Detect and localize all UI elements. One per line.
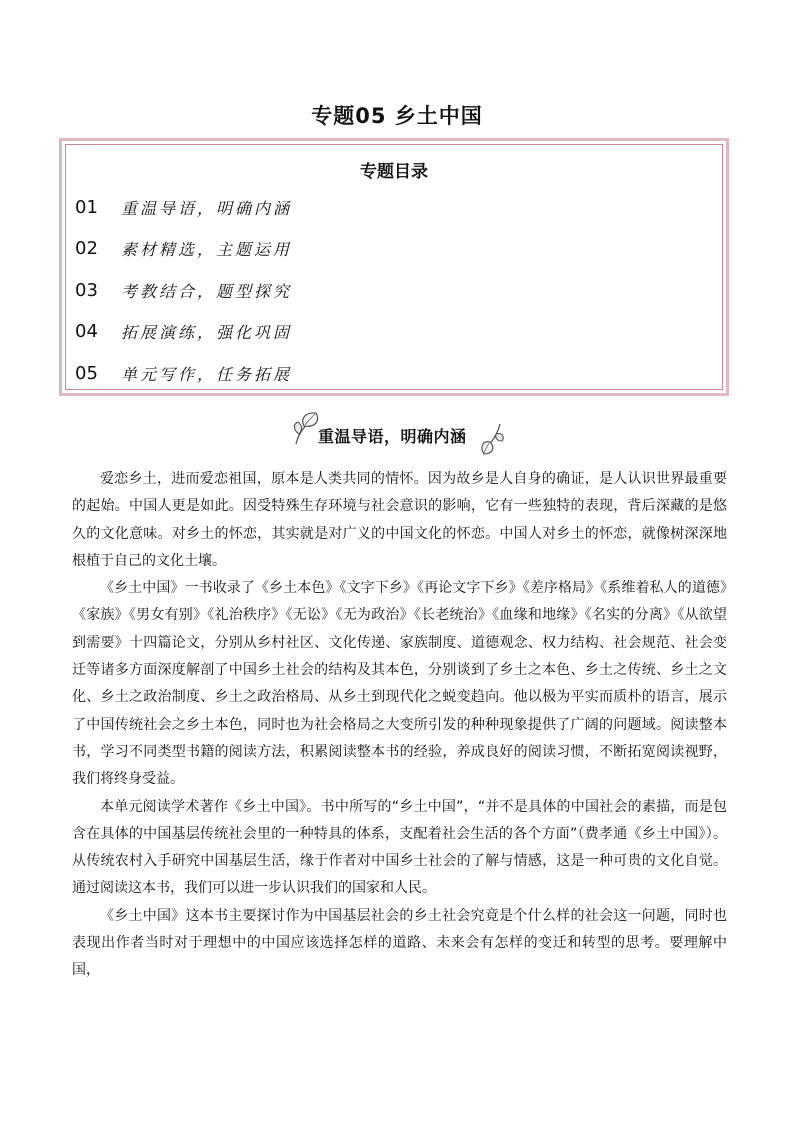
toc-heading: 专题目录 [360,162,428,182]
paragraph: 《乡土中国》这本书主要探讨作为中国基层社会的乡土社会究竟是个什么样的社会这一问题，同时也表现出作者当时对于理想中的中国应该选择怎样的道路、未来会有怎样的变迁和转型的思考。要理解中国， [72,907,727,979]
toc-item-number: 05 [75,362,98,384]
toc-item[interactable] [75,276,292,304]
toc-item-label: 重温导语，明确内涵 [121,198,293,218]
section-header [290,410,506,456]
toc-item-number: 01 [75,196,98,218]
toc-item-label: 拓展演练，强化巩固 [121,322,293,342]
paragraph: 本单元阅读学术著作《乡土中国》。书中所写的“乡土中国”，“并不是具体的中国社会的素描，而是包含在具体的中国基层传统社会里的一种特具的体系，支配着社会生活的各个方面”（费孝通《乡土中国》）。从传统农村入手研究中国基层生活，缘于作者对中国乡土社会的了解与情感，这是一种可贵的文化自觉。通过阅读这本书，我们可以进一步认识我们的国家和人民。 [72,798,727,897]
toc-item[interactable] [75,359,292,387]
toc-item[interactable] [75,317,292,345]
body-text [72,466,727,985]
paragraph: 爱恋乡土，进而爱恋祖国，原本是人类共同的情怀。因为故乡是人自身的确证，是人认识世界最重要的起始。中国人更是如此。因受特殊生存环境与社会意识的影响，它有一些独特的表现，背后深藏的是悠久的文化意味。对乡土的怀恋，其实就是对广义的中国文化的怀恋。中国人对乡土的怀恋，就像树深深地根植于自己的文化土壤。 [72,471,727,569]
toc-item[interactable] [75,234,292,262]
leaf-icon [476,422,506,460]
toc-inner-border [65,144,723,390]
toc-item-number: 02 [75,237,98,259]
toc-item-label: 考教结合，题型探究 [121,281,293,301]
toc-item-number: 03 [75,279,98,301]
toc-item[interactable] [75,193,292,221]
toc-item-label: 单元写作，任务拓展 [121,364,293,384]
page-title: 专题05 乡土中国 [311,104,483,128]
toc-item-number: 04 [75,320,98,342]
paragraph: 《乡土中国》一书收录了《乡土本色》《文字下乡》《再论文字下乡》《差序格局》《系维着私人的道德》《家族》《男女有别》《礼治秩序》《无讼》《无为政治》《长老统治》《血缘和地缘》《名实的分离》《从欲望到需要》十四篇论文，分别从乡村社区、文化传递、家族制度、道德观念、权力结构、社会规范、社会变迁等诸多方面深度解剖了中国乡土社会的结构及其本色，分别谈到了乡土之本色、乡土之传统、乡土之文化、乡土之政治制度、乡土之政治格局、从乡土到现代化之蜕变趋向。他以极为平实而质朴的语言，展示了中国传统社会之乡土本色，同时也为社会格局之大变所引发的种种现象提供了广阔的问题域。阅读整本书，学习不同类型书籍的阅读方法，积累阅读整本书的经验，养成良好的阅读习惯，不断拓宽阅读视野，我们将终身受益。 [72,580,727,788]
toc-item-label: 素材精选，主题运用 [121,239,293,259]
toc-box [59,138,729,396]
section-title: 重温导语，明确内涵 [318,427,467,446]
